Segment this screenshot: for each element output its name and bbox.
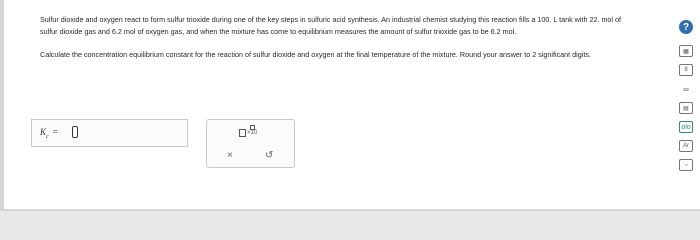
undo-button[interactable]: ↺ (265, 150, 274, 161)
math-tool-panel (206, 119, 295, 168)
clipboard-icon[interactable]: ▤ (679, 102, 693, 114)
calculator-icon[interactable]: ▦ (679, 45, 693, 57)
chat-icon[interactable]: ⌵ (679, 159, 693, 171)
infinity-icon[interactable]: ∞ (683, 84, 689, 94)
base-box-icon (239, 129, 246, 137)
answer-input-box[interactable] (31, 119, 188, 147)
instruction-text: Calculate the concentration equilibrium constant for the reaction of sulfur dioxide and oxygen at the final temperature of the mixture. Round your answer to 2 significant digits. (40, 50, 591, 59)
problem-text: Sulfur dioxide and oxygen react to form sulfur trioxide during one of the key steps in sulfuric acid synthesis. An industrial chemist studying this reaction fills a 100. L tank with 22. mol of sulfur dioxide gas and 6.2 mol of oxygen gas, and when the mixture has come to equilibrium measures the amount of sulfur trioxide gas to be 6.2 mol. (40, 15, 622, 36)
help-icon[interactable]: ? (679, 20, 693, 34)
data-icon[interactable]: Ar (679, 140, 693, 152)
question-content (40, 14, 640, 60)
times-ten-label: ×10 (247, 130, 258, 136)
exponent-box-icon (250, 125, 255, 130)
kc-label (40, 127, 58, 140)
k-subscript: c (46, 133, 49, 140)
stats-icon[interactable]: olo (679, 121, 693, 133)
equals-sign: = (52, 127, 58, 137)
periodic-table-icon[interactable]: 8 (679, 64, 693, 76)
k-symbol: K (40, 127, 47, 137)
side-toolbar (672, 20, 700, 175)
clear-button[interactable]: × (227, 150, 233, 161)
answer-field[interactable] (72, 126, 78, 138)
scientific-notation-button[interactable] (237, 125, 257, 139)
